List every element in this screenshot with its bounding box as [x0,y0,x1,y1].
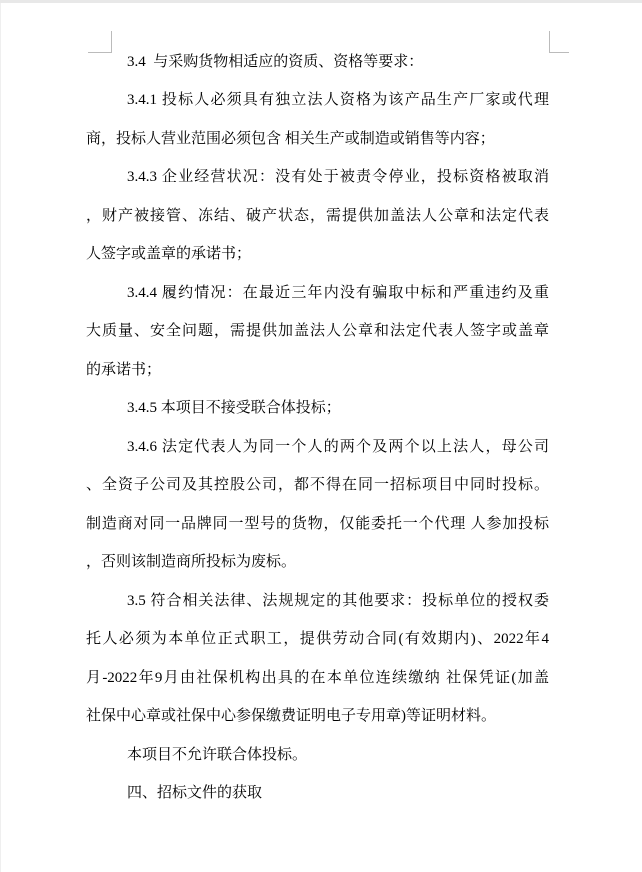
text-line-3-4-6-end: ，否则该制造商所投标为废标。 [86,554,297,570]
text-line-3-5: 3.5 符合相关法律、法规规定的其他要求：投标单位的授权委 [127,593,549,609]
text-line-3-4-5: 3.4.5 本项目不接受联合体投标； [127,400,341,416]
text-line-3-4-4-cont: 大质量、安全问题，需提供加盖法人公章和法定代表人签字或盖章 [86,323,549,339]
text-line-3-4-1-cont: 商，投标人营业范围必须包含 相关生产或制造或销售等内容； [86,131,495,147]
text-boundary-mark-top-right [549,31,569,53]
page-top-edge [0,0,642,3]
page-left-edge [0,3,1,872]
text-line-section-4-heading: 四、招标文件的获取 [127,785,263,801]
text-line-no-consortium-note: 本项目不允许联合体投标。 [127,747,308,763]
text-line-3-5-cont-1: 托人必须为本单位正式职工，提供劳动合同(有效期内)、2022年4 [86,631,549,647]
text-line-3-4-1: 3.4.1 投标人必须具有独立法人资格为该产品生产厂家或代理 [127,92,549,108]
text-line-3-4-3-end: 人签字或盖章的承诺书； [86,246,252,262]
text-line-3-4-6: 3.4.6 法定代表人为同一个人的两个及两个以上法人，母公司 [127,439,549,455]
text-line-3-5-end: 社保中心章或社保中心参保缴费证明电子专用章)等证明材料。 [86,708,496,724]
text-line-3-4-3-cont: ，财产被接管、冻结、破产状态，需提供加盖法人公章和法定代表 [86,208,549,224]
text-line-3-5-cont-2: 月-2022年9月由社保机构出具的在本单位连续缴纳 社保凭证(加盖 [86,670,549,686]
text-line-3-4-4: 3.4.4 履约情况：在最近三年内没有骗取中标和严重违约及重 [127,285,549,301]
text-line-3-4-3: 3.4.3 企业经营状况：没有处于被责令停业，投标资格被取消 [127,169,549,185]
text-line-3-4-4-end: 的承诺书； [86,362,162,378]
text-line-3-4-6-cont-2: 制造商对同一品牌同一型号的货物，仅能委托一个代理 人参加投标 [86,516,549,532]
text-line-3-4-6-cont-1: 、全资子公司及其控股公司，都不得在同一招标项目中同时投标。 [86,477,549,493]
text-boundary-mark-top-left [88,31,112,53]
text-line-section-3-4: 3.4 与采购货物相适应的资质、资格等要求： [127,54,424,70]
